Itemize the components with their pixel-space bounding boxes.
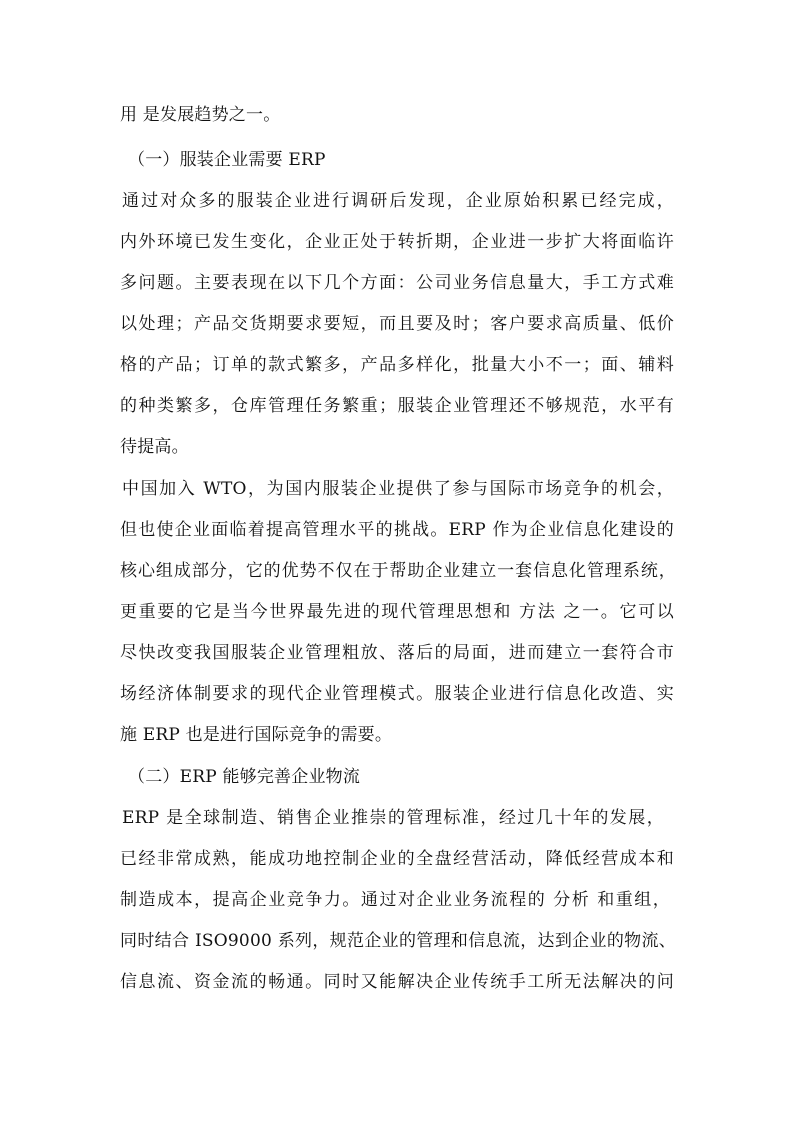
text-line: 已经非常成熟，能成功地控制企业的全盘经营活动，降低经营成本和 xyxy=(120,849,674,869)
text-line: 更重要的它是当今世界最先进的现代管理思想和 方法 之一。它可以 xyxy=(120,602,674,622)
text-line: 核心组成部分，它的优势不仅在于帮助企业建立一套信息化管理系统， xyxy=(120,561,676,581)
text-line: 中国加入 WTO，为国内服装企业提供了参与国际市场竞争的机会， xyxy=(122,479,674,499)
text-line: 多问题。主要表现在以下几个方面：公司业务信息量大，手工方式难 xyxy=(120,273,674,293)
section-heading: （二）ERP 能够完善企业物流 xyxy=(128,767,361,787)
text-line: 同时结合 ISO9000 系列，规范企业的管理和信息流，达到企业的物流、 xyxy=(120,931,676,951)
text-line: 格的产品；订单的款式繁多，产品多样化，批量大小不一；面、辅料 xyxy=(120,355,674,375)
section-heading: （一）服装企业需要 ERP xyxy=(128,150,326,170)
text-line: 尽快改变我国服装企业管理粗放、落后的局面，进而建立一套符合市 xyxy=(120,643,674,663)
text-line: 通过对众多的服装企业进行调研后发现，企业原始积累已经完成， xyxy=(122,191,674,211)
text-line: 以处理；产品交货期要求要短，而且要及时；客户要求高质量、低价 xyxy=(120,314,674,334)
text-line: ERP 是全球制造、销售企业推崇的管理标准，经过几十年的发展， xyxy=(122,808,664,828)
text-line: 信息流、资金流的畅通。同时又能解决企业传统手工所无法解决的问 xyxy=(120,972,674,992)
text-line: 内外环境已发生变化，企业正处于转折期，企业进一步扩大将面临许 xyxy=(120,232,674,252)
text-line: 场经济体制要求的现代企业管理模式。服装企业进行信息化改造、实 xyxy=(120,684,674,704)
text-line: 用 是发展趋势之一。 xyxy=(120,105,281,125)
text-line: 制造成本，提高企业竞争力。通过对企业业务流程的 分析 和重组， xyxy=(120,890,670,910)
text-line: 的种类繁多，仓库管理任务繁重；服装企业管理还不够规范，水平有 xyxy=(120,396,674,416)
text-line: 但也使企业面临着提高管理水平的挑战。ERP 作为企业信息化建设的 xyxy=(120,520,674,540)
text-line: 待提高。 xyxy=(120,437,189,457)
text-line: 施 ERP 也是进行国际竞争的需要。 xyxy=(120,725,393,745)
